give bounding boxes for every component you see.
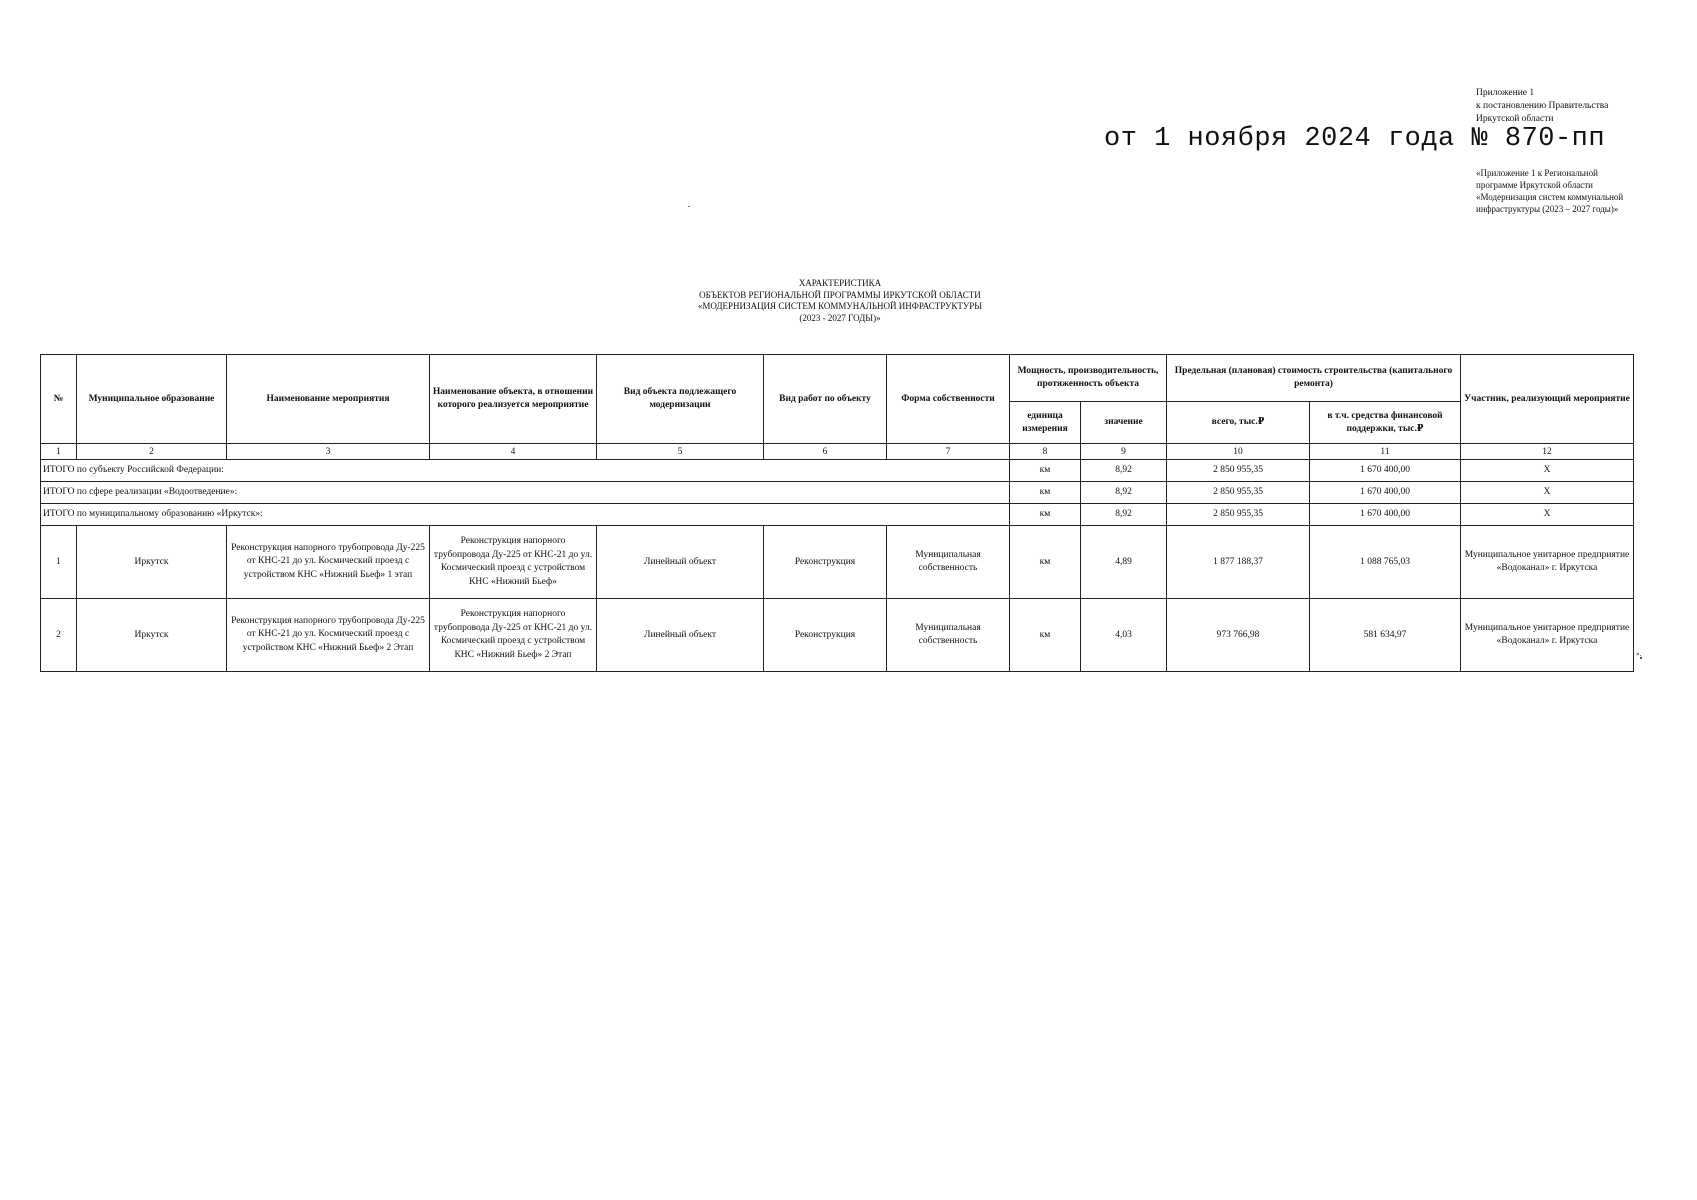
table-row xyxy=(41,599,1634,672)
total-label: ИТОГО по муниципальному образованию «Иркутск»: xyxy=(41,504,1010,526)
header-ownership: Форма собственности xyxy=(887,355,1010,444)
row-ownership: Муниципальная собственность xyxy=(887,599,1010,672)
heading-line: ОБЪЕКТОВ РЕГИОНАЛЬНОЙ ПРОГРАММЫ ИРКУТСКОЙ ОБЛАСТИ xyxy=(699,289,981,300)
total-unit: км xyxy=(1010,482,1081,504)
row-cost-support: 1 088 765,03 xyxy=(1310,526,1461,599)
program-appendix-note: «Приложение 1 к Региональной программе Иркутской области «Модернизация систем коммунальной инфраструктуры (2023 – 2027 годы)» xyxy=(1476,168,1624,214)
column-number: 11 xyxy=(1310,444,1461,460)
row-object-name: Реконструкция напорного трубопровода Ду-225 от КНС-21 до ул. Космический проезд с устройством КНС «Нижний Бьеф» 2 Этап xyxy=(430,599,597,672)
row-ownership: Муниципальная собственность xyxy=(887,526,1010,599)
total-participant: X xyxy=(1461,460,1634,482)
column-number: 8 xyxy=(1010,444,1081,460)
total-cost: 2 850 955,35 xyxy=(1167,482,1310,504)
column-number: 9 xyxy=(1081,444,1167,460)
column-number: 7 xyxy=(887,444,1010,460)
row-unit: км xyxy=(1010,599,1081,672)
appendix-line: Приложение 1 xyxy=(1476,88,1535,98)
total-cost: 2 850 955,35 xyxy=(1167,460,1310,482)
total-row-subject xyxy=(41,460,1634,482)
total-value: 8,92 xyxy=(1081,504,1167,526)
row-event-name: Реконструкция напорного трубопровода Ду-225 от КНС-21 до ул. Космический проезд с устройством КНС «Нижний Бьеф» 2 Этап xyxy=(227,599,430,672)
total-label: ИТОГО по сфере реализации «Водоотведение»: xyxy=(41,482,1010,504)
appendix-line: к постановлению Правительства xyxy=(1476,101,1609,111)
decree-stamp: от 1 ноября 2024 года № 870-пп xyxy=(1104,124,1606,154)
total-row-sphere xyxy=(41,482,1634,504)
header-num: № xyxy=(41,355,77,444)
column-number: 10 xyxy=(1167,444,1310,460)
header-cost-support: в т.ч. средства финансовой поддержки, тыс.₽ xyxy=(1310,402,1461,444)
header-capacity: Мощность, производительность, протяженность объекта xyxy=(1010,355,1167,402)
column-number: 4 xyxy=(430,444,597,460)
column-number: 6 xyxy=(764,444,887,460)
row-municipality: Иркутск xyxy=(77,599,227,672)
header-event-name: Наименование мероприятия xyxy=(227,355,430,444)
row-unit: км xyxy=(1010,526,1081,599)
total-cost: 2 850 955,35 xyxy=(1167,504,1310,526)
objects-table xyxy=(40,354,1634,672)
row-cost-total: 973 766,98 xyxy=(1167,599,1310,672)
heading-line: (2023 - 2027 ГОДЫ)» xyxy=(799,312,881,323)
heading-line: «МОДЕРНИЗАЦИЯ СИСТЕМ КОММУНАЛЬНОЙ ИНФРАСТРУКТУРЫ xyxy=(697,301,983,311)
row-participant: Муниципальное унитарное предприятие «Водоканал» г. Иркутска xyxy=(1461,599,1634,672)
total-value: 8,92 xyxy=(1081,460,1167,482)
column-number: 1 xyxy=(41,444,77,460)
total-support: 1 670 400,00 xyxy=(1310,504,1461,526)
header-cost-total: всего, тыс.₽ xyxy=(1167,402,1310,444)
column-number: 2 xyxy=(77,444,227,460)
row-value: 4,89 xyxy=(1081,526,1167,599)
document-heading xyxy=(600,278,1080,324)
row-object-type: Линейный объект xyxy=(597,526,764,599)
appendix-line: Иркутской области xyxy=(1476,114,1554,124)
table-row xyxy=(41,526,1634,599)
row-object-name: Реконструкция напорного трубопровода Ду-225 от КНС-21 до ул. Космический проезд с устройством КНС «Нижний Бьеф» xyxy=(430,526,597,599)
row-cost-support: 581 634,97 xyxy=(1310,599,1461,672)
total-participant: X xyxy=(1461,504,1634,526)
heading-line: ХАРАКТЕРИСТИКА xyxy=(798,278,882,288)
total-unit: км xyxy=(1010,460,1081,482)
row-value: 4,03 xyxy=(1081,599,1167,672)
end-quote-mark: ». xyxy=(1636,650,1642,658)
header-value: значение xyxy=(1081,402,1167,444)
header-object-type: Вид объекта подлежащего модернизации xyxy=(597,355,764,444)
header-work-type: Вид работ по объекту xyxy=(764,355,887,444)
total-unit: км xyxy=(1010,504,1081,526)
column-number: 12 xyxy=(1461,444,1634,460)
row-municipality: Иркутск xyxy=(77,526,227,599)
column-number: 5 xyxy=(597,444,764,460)
header-participant: Участник, реализующий мероприятие xyxy=(1461,355,1634,444)
header-municipality: Муниципальное образование xyxy=(77,355,227,444)
column-number: 3 xyxy=(227,444,430,460)
column-numbers-row xyxy=(41,444,1634,460)
total-value: 8,92 xyxy=(1081,482,1167,504)
row-num: 1 xyxy=(41,526,77,599)
row-participant: Муниципальное унитарное предприятие «Водоканал» г. Иркутска xyxy=(1461,526,1634,599)
row-event-name: Реконструкция напорного трубопровода Ду-225 от КНС-21 до ул. Космический проезд с устройством КНС «Нижний Бьеф» 1 этап xyxy=(227,526,430,599)
row-num: 2 xyxy=(41,599,77,672)
row-cost-total: 1 877 188,37 xyxy=(1167,526,1310,599)
total-support: 1 670 400,00 xyxy=(1310,482,1461,504)
row-work-type: Реконструкция xyxy=(764,526,887,599)
row-work-type: Реконструкция xyxy=(764,599,887,672)
scan-speck xyxy=(688,206,690,207)
row-object-type: Линейный объект xyxy=(597,599,764,672)
total-row-municipality xyxy=(41,504,1634,526)
total-participant: X xyxy=(1461,482,1634,504)
header-unit: единица измерения xyxy=(1010,402,1081,444)
total-label: ИТОГО по субъекту Российской Федерации: xyxy=(41,460,1010,482)
appendix-reference xyxy=(1476,87,1686,126)
header-cost: Предельная (плановая) стоимость строительства (капитального ремонта) xyxy=(1167,355,1461,402)
header-object-name: Наименование объекта, в отношении которого реализуется мероприятие xyxy=(430,355,597,444)
total-support: 1 670 400,00 xyxy=(1310,460,1461,482)
